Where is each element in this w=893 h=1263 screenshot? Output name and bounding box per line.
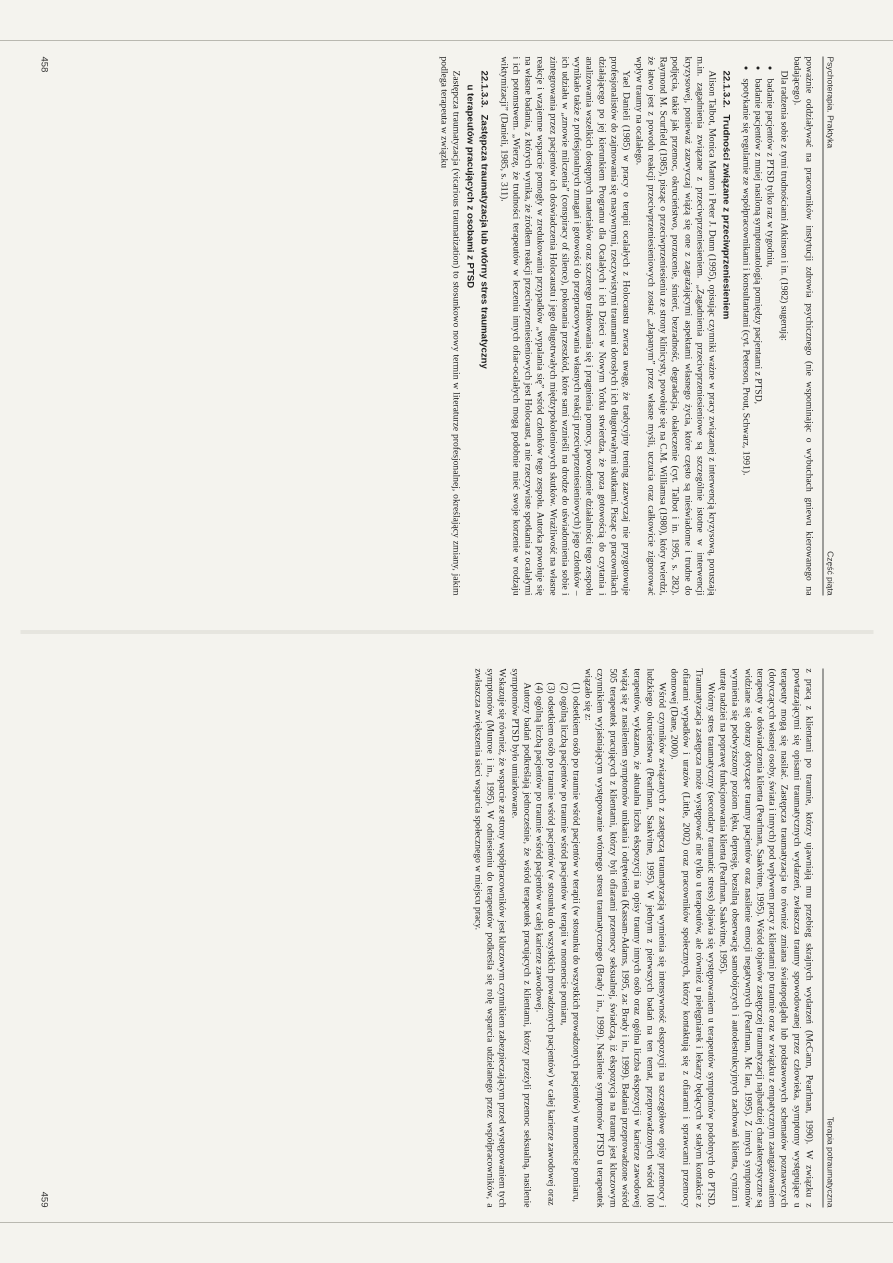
section-number: 22.1.3.3. bbox=[478, 70, 490, 108]
paragraph-secondary-stress: Wtórny stres traumatyczny (secondary traumatic stress) objawia się występowaniem u terapeutów symptomów podobnych do PTSD. Traumatyzacja zastępcza może występować nie tylko u terapeutów, ale również u pielęgniarek i lekarzy będących w stałym kontakcie z ofiarami wypadków i urazów (Little, 2002) oraz pracowników społecznych, którzy kontaktują się z ofiarami i sprawcami przemocy domowej (Dane, 2000). bbox=[668, 668, 716, 1207]
section-title: Zastępcza traumatyzacja lub wtórny stres traumatyczny bbox=[478, 114, 490, 369]
right-page bbox=[20, 632, 873, 1243]
left-page bbox=[20, 20, 873, 631]
book-spread bbox=[20, 20, 873, 1243]
right-body bbox=[471, 668, 814, 1207]
header-part: Część piąta bbox=[825, 550, 835, 595]
bullet-item: • spotykanie się regularnie ze współpracownikami i konsultantami (cyt. Peterson, Prout, Schwarz, 1991). bbox=[738, 78, 750, 595]
section-heading-vicarious bbox=[477, 70, 489, 595]
numbered-item: (2) ogólną liczbą pacjentów po traumie wśród pacjentów w terapii w momencie pomiaru, bbox=[557, 682, 569, 1025]
paragraph-intro: poważnie oddziaływać na pracowników instytucji zdrowia psychicznego (nie wspominając o wybuchach gniewu kierowanego na badającego). bbox=[790, 56, 814, 595]
running-header-left bbox=[822, 56, 835, 595]
page-number-right: 459 bbox=[38, 1191, 49, 1207]
paragraph-authors: Autorzy badań podkreślają jednocześnie, że wśród terapeutek pracujących z klientami, którzy przeżyli przemoc seksualną, nasilenie symptomów PTSD było umiarkowane. bbox=[508, 668, 532, 1207]
paragraph-talbot: Alison Talbot, Monica Manton i Peter J. Dunn (1995), opisując czynniki ważne w pracy związanej z interwencją kryzysową, poruszają m.in. zagadnienia związane z przeciwprzeniesieniem. „Zagadnienia przeciwprzeniesieniowe są szczególnie istotne w interwencji kryzysowej, ponieważ zazwyczaj wiążą się one z zagrażającymi aspektami własnego życia, które często są nieświadome i trudne do podjęcia, takie jak przemoc, okrucieństwo, porzucenie, śmierć, bezradność, degradacja, okaleczenie (cyt. Talbot i in. 1995, s. 282). Raymond M. Scurfield (1985), pisząc o przeciwprzeniesieniu ze strony klinicysty, powołuje się na C.M. Williamsa (1980), który twierdzi, że łatwo jest z powodu reakcji przeciwprzeniesieniowych zostać „złapanym” przez własne myśli, uczucia oraz całkowicie zignorować wpływ traumy na ocalałego. bbox=[632, 56, 718, 595]
section-number: 22.1.3.2. bbox=[720, 70, 732, 108]
section-title: Trudności związane z przeciwprzeniesieniem bbox=[720, 114, 732, 319]
numbered-item: (3) odsetkiem osób po traumie wśród pacjentów (w stosunku do wszystkich prowadzonych pacjentów) w całej karierze zawodowej oraz bbox=[545, 682, 557, 1205]
numbered-item: (4) ogólną liczbą pacjentów po traumie wśród pacjentów w całej karierze zawodowej. bbox=[533, 682, 545, 1012]
running-header-right bbox=[822, 668, 835, 1207]
section-heading-countertransference bbox=[719, 70, 731, 595]
paragraph-factors: Wśród czynników związanych z zastępczą traumatyzacją wymienia się intensywność ekspozycji na szczegółowe opisy przemocy i ludzkiego okrucieństwa (Pearlman, Saakvitne, 1995). W jednym z pierwszych badań na ten temat, przeprowadzonych wśród 100 terapeutów, wykazano, że aktualna liczba ekspozycji na opisy traumy innych osób oraz ogólna liczba ekspozycji w karierze zawodowej wiążą się z nasileniem symptomów unikania i odrętwienia (Kassam-Adams, 1995, za: Brady i in., 1999). Badania przeprowadzone wśród 505 terapeutek pracujących z klientami, którzy byli ofiarami przemocy seksualnej, świadczą, iż ekspozycja na traumę jest kluczowym czynnikiem wyjaśniającym występowanie wtórnego stresu traumatycznego (Brady i in., 1999). Nasilenie symptomów PTSD u terapeutek wiązało się z: bbox=[582, 668, 667, 1207]
paragraph-vicarious: Zastępcza traumatyzacja (vicarious traumatization) to stosunkowo nowy termin w literaturze profesjonalnej, określający zmiany, jakim podlega terapeuta w związku bbox=[437, 56, 461, 595]
header-chapter: Terapia potraumatyczna bbox=[825, 1116, 835, 1207]
numbered-item: (1) odsetkiem osób po traumie wśród pacjentów w terapii (w stosunku do wszystkich prowadzonych pacjentów) w momencie pomiaru, bbox=[569, 682, 581, 1202]
bullet-item: • badanie pacjentów z mniej nasiloną symptomatologią pomiędzy pacjentami z PTSD, bbox=[751, 78, 763, 595]
section-title-cont: u terapeutów pracujących z osobami z PTSD bbox=[464, 84, 476, 288]
paragraph-support: Wskazuje się również, że wsparcie ze strony współpracowników jest kluczowym czynnikiem zabezpieczającym przed występowaniem tych symptomów (Munroe i in., 1995). W odniesieniu do terapeutów podkreśla się rolę wsparcia udzielanego przez współpracowników, a zwłaszcza zwiększenia sieci wsparcia społecznego w miejscu pracy. bbox=[471, 668, 508, 1207]
header-book-title: Psychoterapia. Praktyka bbox=[825, 56, 835, 148]
paragraph-lead: Dla radzenia sobie z tymi trudnościami Atkinson i in. (1982) sugerują: bbox=[778, 70, 790, 341]
bullet-list bbox=[738, 56, 775, 595]
bullet-item: • badanie pacjentów z PTSD tylko raz w tygodniu, bbox=[763, 78, 775, 595]
paragraph-continuation: z pracą z klientami po traumie, którzy ujawniają mu przebieg skrajnych wydarzeń (McCann, Pearlman, 1990). W związku z powtarzającymi się opisami traumatycznych wydarzeń, zwłaszcza traumy spowodowanej przez człowieka, symptomy występujące u terapeuty mogą się nasilać. Zastępcza traumatyzacja to również zmiana światopoglądu lub podstawowych schematów poznawczych (dotyczących własnej osoby, świata i innych) pod wpływem pracy z klientami po traumie oraz w związku z empatycznym zaangażowaniem terapeuty w doświadczenia klienta (Pearlman, Saakvitne, 1995). Wśród objawów zastępczej traumatyzacji najbardziej charakterystyczne są widziane się obrazy dotyczące traumy pacjentów oraz nasilenie emocji negatywnych (Pearlman, Mc Ian, 1995). Z innych symptomów wymienia się podwyższony poziom lęku, depresję, bezsilną obserwację samobójczych i autodestrukcyjnych zachowań klienta, cynizm i utratę nadziei na poprawę funkcjonowania klienta (Pearlman, Saakvitne, 1995). bbox=[717, 668, 814, 1207]
left-body bbox=[436, 56, 814, 595]
page-number-left: 458 bbox=[38, 56, 49, 72]
paragraph-danieli: Yael Danieli (1985) w pracy o terapii ocalałych z Holocaustu zwraca uwagę, że tradycyjny trening zazwyczaj nie przygotowuje profesjonalistów do zajmowania się masywnymi, rzeczywistymi traumami dorosłych i ich długotrwałymi skutkami. Pisząc o pracownikach działającego po jej kierunkiem Programu dla Ocalałych i ich Dzieci w Nowym Yorku stwierdza, że poza gotowością do czytania i analizowania wszelkich dostępnych materiałów oraz szczerego traktowania się i pragnienia pomocy, powodzenie działalności tego zespołu wynikało także z profesjonalnych zmagań i gotowości do przepracowywania własnych reakcji przeciwprzeniesieniowych) jego członków – ich udziału w „zmowie milczenia” (conspiracy of silence), pokonania przeszkód, które sami wznieśli na drodze do uświadomienia sobie i zintegrowania przez pacjentów ich doświadczenia Holocaustu i jego długotrwałych międzypokoleniowych skutków. Wrażliwość na własne reakcje i wzajemne wsparcie pomogły w zredukowaniu przypadków „wypalania się” wśród członków tego zespołu. Autorka powołuje się na własne badania, z których wynika, że źródłem reakcji przeciwprzeniesieniowych jest Holocaust, a nie rzeczywiste spotkania z ocalałymi i ich potomstwem. „Wierzę, że trudności terapeutów w leczeniu innych ofiar-ocalałych mogą podobnie mieć swoje korzenie w rodzaju wiktymizacji” (Danieli, 1985, s. 311). bbox=[497, 56, 632, 595]
